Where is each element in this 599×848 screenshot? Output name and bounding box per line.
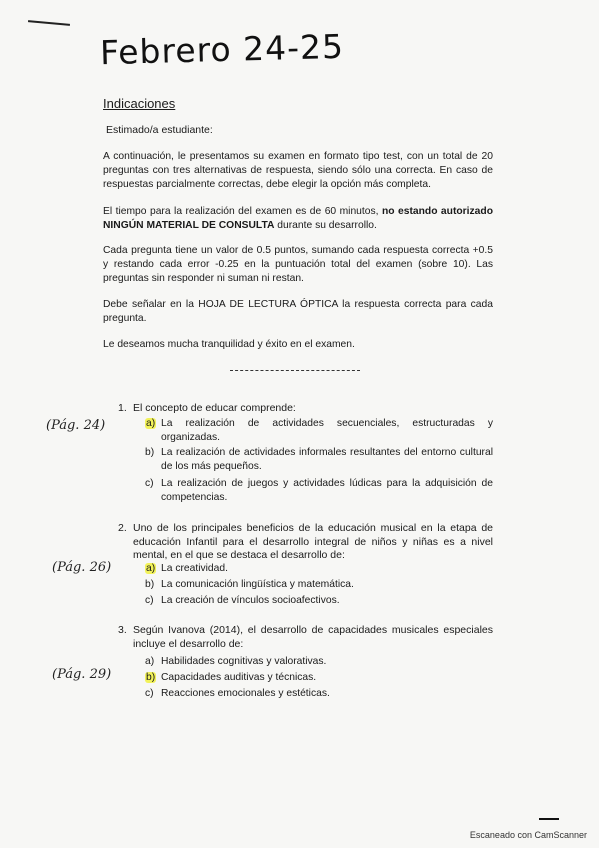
option-letter: c) bbox=[145, 478, 154, 489]
p2-bold: no estando autorizado NINGÚN MATERIAL DE CONSULTA bbox=[103, 206, 493, 232]
handwritten-title: Febrero 24-25 bbox=[99, 26, 345, 73]
question-3-option-a-text: Habilidades cognitivas y valorativas. bbox=[161, 656, 327, 667]
question-2-option-c-text: La creación de vínculos socioafectivos. bbox=[161, 595, 340, 606]
option-letter: a) bbox=[145, 656, 155, 667]
question-1-option-c[interactable] bbox=[145, 477, 160, 491]
option-letter: a) bbox=[146, 418, 156, 429]
question-1-option-b-text: La realización de actividades informales resultantes del entorno cultural de los más pequeños. bbox=[161, 447, 493, 472]
instructions-paragraph-5: Le deseamos mucha tranquilidad y éxito en el examen. bbox=[103, 339, 355, 350]
option-letter: c) bbox=[145, 595, 154, 606]
question-2-text: Uno de los principales beneficios de la educación musical en la etapa de educación Infantil para el desarrollo integral de niños y niñas es a nivel mental, en el que se destaca el desarrollo de: bbox=[133, 522, 493, 561]
question-3-option-b[interactable] bbox=[145, 671, 160, 685]
instructions-title: Indicaciones bbox=[103, 96, 176, 111]
page-ref-q3: (Pág. 29) bbox=[52, 667, 112, 682]
instructions-greeting: Estimado/a estudiante: bbox=[106, 124, 213, 136]
question-3-option-a[interactable] bbox=[145, 655, 160, 669]
question-1-option-c-text: La realización de juegos y actividades lúdicas para la adquisición de competencias. bbox=[161, 478, 493, 503]
question-2-option-b-text: La comunicación lingüística y matemática. bbox=[161, 579, 354, 590]
page-ref-q1: (Pág. 24) bbox=[46, 418, 106, 433]
instructions-paragraph-3: Cada pregunta tiene un valor de 0.5 puntos, sumando cada respuesta correcta +0.5 y restando cada error -0.25 en la puntuación total del examen (sobre 10). Las preguntas sin responder ni suman ni restan. bbox=[103, 245, 493, 285]
handwritten-dash bbox=[28, 20, 70, 26]
question-2-option-c[interactable] bbox=[145, 594, 160, 608]
question-2-option-b[interactable] bbox=[145, 578, 160, 592]
question-3-text: Según Ivanova (2014), el desarrollo de capacidades musicales especiales incluye el desarrollo de: bbox=[133, 624, 493, 650]
question-1-option-a-text: La realización de actividades secuenciales, estructuradas y organizadas. bbox=[161, 418, 493, 443]
page-ref-q2: (Pág. 26) bbox=[52, 560, 112, 575]
question-1-text: El concepto de educar comprende: bbox=[133, 402, 296, 414]
option-letter: b) bbox=[145, 447, 155, 458]
question-1-option-b[interactable] bbox=[145, 446, 160, 460]
footer-mark bbox=[539, 818, 559, 820]
option-letter: b) bbox=[146, 672, 156, 683]
question-3-option-b-text: Capacidades auditivas y técnicas. bbox=[161, 672, 317, 683]
p2-end: durante su desarrollo. bbox=[274, 220, 377, 232]
divider-line bbox=[230, 370, 360, 371]
instructions-paragraph-4: Debe señalar en la HOJA DE LECTURA ÓPTICA la respuesta correcta para cada pregunta. bbox=[103, 299, 493, 325]
instructions-paragraph-1: A continuación, le presentamos su examen en formato tipo test, con un total de 20 preguntas con tres alternativas de respuesta, siendo sólo una correcta. En caso de respuestas parcialmente correctas, debe elegir la opción más completa. bbox=[103, 151, 493, 191]
question-2-option-a[interactable] bbox=[145, 562, 160, 576]
question-3-option-c-text: Reacciones emocionales y estéticas. bbox=[161, 688, 330, 699]
instructions-paragraph-2 bbox=[103, 205, 493, 233]
option-letter: c) bbox=[145, 688, 154, 699]
option-letter: b) bbox=[145, 579, 155, 590]
question-1-option-a[interactable] bbox=[145, 417, 160, 431]
scanner-footer: Escaneado con CamScanner bbox=[469, 830, 587, 840]
question-3-option-c[interactable] bbox=[145, 687, 160, 701]
question-3-number: 3. bbox=[118, 624, 127, 636]
option-letter: a) bbox=[146, 563, 156, 574]
question-2-number: 2. bbox=[118, 522, 127, 534]
question-2-option-a-text: La creatividad. bbox=[161, 563, 228, 574]
question-1-number: 1. bbox=[118, 402, 127, 414]
p2-start: El tiempo para la realización del examen es de 60 minutos, bbox=[103, 206, 382, 217]
